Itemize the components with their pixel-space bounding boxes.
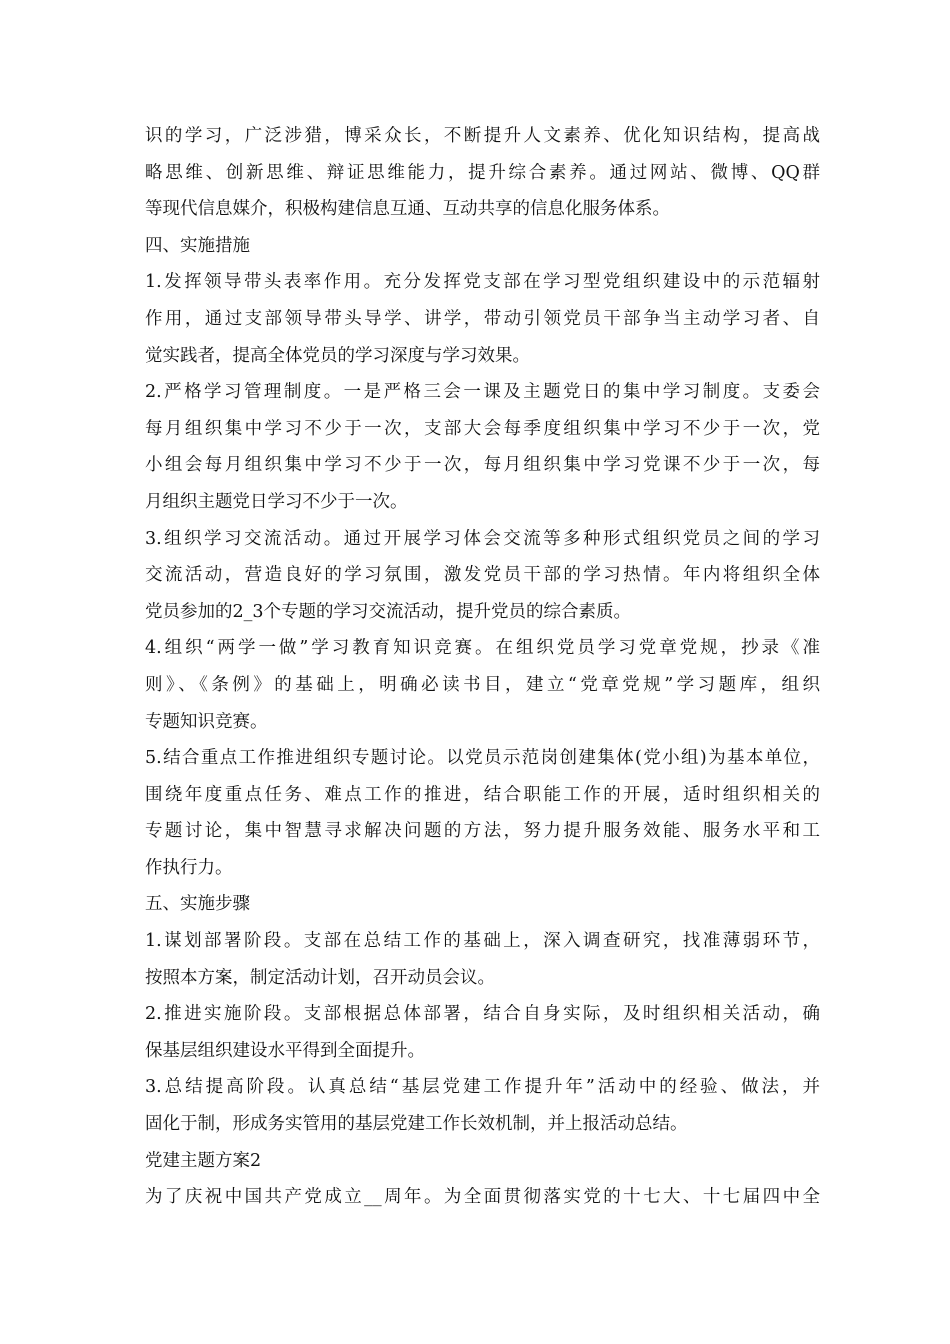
- text-line: 为了庆祝中国共产党成立__周年。为全面贯彻落实党的十七大、十七届四中全: [145, 1187, 820, 1208]
- text-line: 2.推进实施阶段。支部根据总体部署，结合自身实际，及时组织相关活动，确: [145, 1004, 820, 1025]
- text-line: 5.结合重点工作推进组织专题讨论。以党员示范岗创建集体(党小组)为基本单位，: [145, 748, 820, 769]
- text-line: 专题知识竞赛。: [145, 711, 268, 732]
- text-line: 五、实施步骤: [145, 894, 250, 915]
- text-line: 四、实施措施: [145, 235, 250, 256]
- text-line: 固化于制，形成务实管用的基层党建工作长效机制，并上报活动总结。: [145, 1114, 688, 1135]
- text-line: 1.发挥领导带头表率作用。充分发挥党支部在学习型党组织建设中的示范辐射: [145, 272, 820, 293]
- text-line: 每月组织集中学习不少于一次，支部大会每季度组织集中学习不少于一次，党: [145, 418, 820, 439]
- text-line: 小组会每月组织集中学习不少于一次，每月组织集中学习党课不少于一次，每: [145, 455, 820, 476]
- document-body: [145, 118, 820, 1216]
- text-line: 3.总结提高阶段。认真总结“基层党建工作提升年”活动中的经验、做法，并: [145, 1077, 820, 1098]
- text-line: 月组织主题党日学习不少于一次。: [145, 491, 408, 512]
- text-line: 2.严格学习管理制度。一是严格三会一课及主题党日的集中学习制度。支委会: [145, 382, 820, 403]
- text-line: 保基层组织建设水平得到全面提升。: [145, 1040, 425, 1061]
- text-line: 4.组织“两学一做”学习教育知识竞赛。在组织党员学习党章党规，抄录《准: [145, 638, 820, 659]
- text-line: 围绕年度重点任务、难点工作的推进，结合职能工作的开展，适时组织相关的: [145, 784, 820, 805]
- text-line: 1.谋划部署阶段。支部在总结工作的基础上，深入调查研究，找准薄弱环节，: [145, 931, 820, 952]
- text-line: 按照本方案，制定活动计划，召开动员会议。: [145, 967, 495, 988]
- text-line: 专题讨论，集中智慧寻求解决问题的方法，努力提升服务效能、服务水平和工: [145, 821, 820, 842]
- text-line: 作用，通过支部领导带头导学、讲学，带动引领党员干部争当主动学习者、自: [145, 308, 820, 329]
- text-line: 交流活动，营造良好的学习氛围，激发党员干部的学习热情。年内将组织全体: [145, 565, 820, 586]
- text-line: 觉实践者，提高全体党员的学习深度与学习效果。: [145, 345, 530, 366]
- text-line: 3.组织学习交流活动。通过开展学习体会交流等多种形式组织党员之间的学习: [145, 528, 820, 549]
- text-line: 识的学习，广泛涉猎，博采众长，不断提升人文素养、优化知识结构，提高战: [145, 126, 820, 146]
- text-line: 则》、《条例》的基础上，明确必读书目，建立“党章党规”学习题库，组织: [145, 674, 820, 695]
- text-line: 党员参加的2_3个专题的学习交流活动，提升党员的综合素质。: [145, 601, 632, 622]
- text-line: 略思维、创新思维、辩证思维能力，提升综合素养。通过网站、微博、QQ群: [145, 162, 820, 183]
- text-line: 党建主题方案2: [145, 1150, 262, 1171]
- text-line: 作执行力。: [145, 857, 233, 878]
- text-line: 等现代信息媒介，积极构建信息互通、互动共享的信息化服务体系。: [145, 199, 670, 220]
